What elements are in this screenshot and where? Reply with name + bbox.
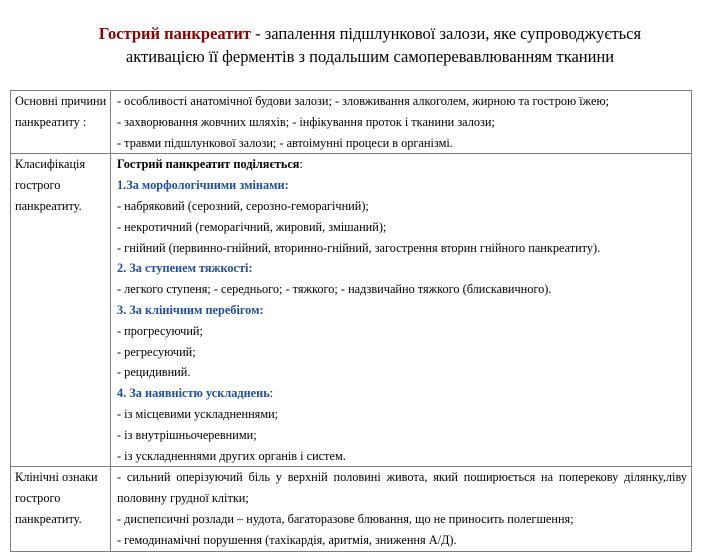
table-row-classification [11, 154, 692, 467]
table-row-clinical-signs [11, 467, 692, 551]
slide-title [40, 22, 700, 68]
info-table [10, 90, 692, 552]
clinical-sign-line: - диспепсичні розлади – нудота, багаторазове блювання, що не приносить полегшення; [117, 511, 574, 526]
morphology-item: - некротичний (геморагічний, жировий, змішаний); [117, 219, 387, 234]
cause-line-3: - травми підшлункової залози; - автоімунні процеси в організмі. [117, 135, 453, 150]
complication-item: - із ускладненнями других органів і систем. [117, 448, 346, 463]
section-morphology: 1.За морфологічними змінами: [117, 178, 289, 193]
classification-heading [117, 154, 687, 175]
section-severity: 2. За ступенем тяжкості: [117, 261, 253, 276]
section-complications-text: 4. За наявністю ускладнень [117, 386, 270, 401]
table-row-causes [11, 91, 692, 154]
section-clinical-course: 3. За клінічним перебігом: [117, 302, 264, 317]
row-label-classification: Класифікація гострого панкреатиту. [11, 154, 111, 467]
row-content-classification [111, 154, 692, 467]
title-definition-part-1: - запалення підшлункової залози, яке супроводжується [250, 24, 642, 43]
course-item: - рецидивний. [117, 365, 191, 380]
complication-item: - із внутрішньочеревними; [117, 427, 257, 442]
title-definition-part-2: активацією її ферментів з подальшим самоперевавлюванням тканини [125, 47, 615, 66]
row-label-causes: Основні причини панкреатиту : [11, 91, 111, 154]
classification-heading-suffix: : [299, 157, 303, 172]
severity-item: - легкого ступеня; - середнього; - тяжкого; - надзвичайно тяжкого (блискавичного). [117, 282, 552, 297]
section-complications-suffix: : [269, 386, 274, 401]
row-content-clinical-signs [111, 467, 692, 551]
course-item: - прогресуючий; [117, 323, 203, 338]
clinical-sign-line: - сильний оперізуючий біль у верхній половині живота, який поширюється на поперекову ділянку,ліву половину грудної клітки; [117, 470, 687, 506]
classification-heading-text: Гострий панкреатит поділяється [117, 157, 300, 172]
cause-line-2: - захворювання жовчних шляхів; - інфікування проток і тканини залози; [117, 114, 495, 129]
course-item: - регресуючий; [117, 344, 196, 359]
title-line-1 [40, 22, 700, 45]
section-complications [117, 383, 687, 404]
cause-line-1: - особливості анатомічної будови залози; - зловживання алкоголем, жирною та гострою їжею; [117, 94, 610, 108]
clinical-sign-line: - гемодинамічні порушення (тахікардія, аритмія, зниження А/Д). [117, 532, 457, 547]
complication-item: - із місцевими ускладненнями; [117, 406, 279, 421]
morphology-item: - набряковий (серозний, серозно-геморагічний); [117, 198, 369, 213]
morphology-item: - гнійний (первинно-гнійний, вторинно-гнійний, загострення вторин гнійного панкреатиту). [117, 240, 601, 255]
row-content-causes [111, 91, 692, 154]
row-label-clinical-signs: Клінічні ознаки гострого панкреатиту. [11, 467, 111, 551]
title-term: Гострий панкреатит [98, 24, 251, 43]
